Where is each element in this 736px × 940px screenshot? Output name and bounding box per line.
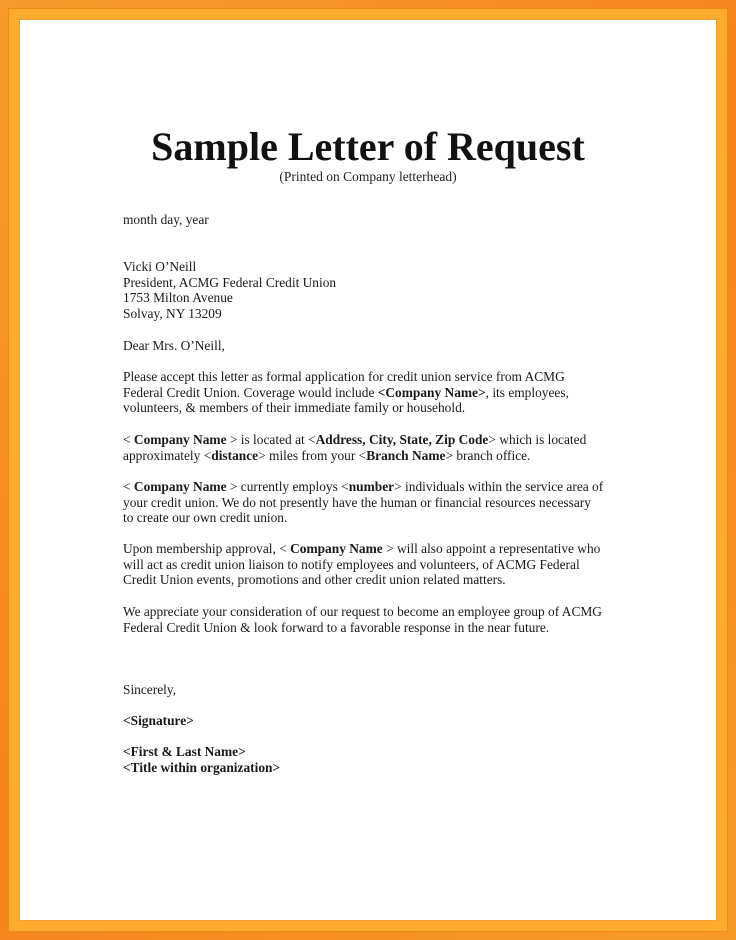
p5-line2: Federal Credit Union & look forward to a favorable response in the near future. xyxy=(123,619,550,635)
p1-line1: Please accept this letter as formal application for credit union service from ACMG xyxy=(123,369,565,384)
p3-line3: to create our own credit union. xyxy=(123,510,288,526)
paragraph-1 xyxy=(123,369,623,416)
recipient-street: 1753 Milton Avenue xyxy=(123,290,233,306)
p3-text-e: > individuals within the service area of xyxy=(394,479,604,494)
p4-line2: will act as credit union liaison to notify employees and volunteers, of ACMG Federal xyxy=(123,556,580,572)
p4-line3: Credit Union events, promotions and other credit union related matters. xyxy=(123,572,506,588)
recipient-city-state-zip: Solvay, NY 13209 xyxy=(123,305,222,321)
p3-company-placeholder: Company Name xyxy=(133,479,227,494)
date-line: month day, year xyxy=(123,212,209,227)
signature-block xyxy=(123,713,623,729)
p2-distance-placeholder: distance xyxy=(211,447,259,463)
p5-line1: We appreciate your consideration of our request to become an employee group of ACMG xyxy=(123,604,602,619)
letter-date xyxy=(123,212,623,228)
salutation-line: Dear Mrs. O’Neill, xyxy=(123,338,225,353)
p1-company-placeholder: <Company Name> xyxy=(377,384,486,400)
p4-company-placeholder: Company Name xyxy=(290,541,383,556)
p4-line1 xyxy=(123,541,623,557)
p1-line2 xyxy=(123,385,623,401)
p4-text-c: > will also appoint a representative who xyxy=(382,541,601,556)
closing-line: Sincerely, xyxy=(123,682,177,697)
letter-subtitle: (Printed on Company letterhead) xyxy=(279,169,457,184)
recipient-name: Vicki O’Neill xyxy=(123,259,197,274)
p4-text-a: Upon membership approval, < xyxy=(123,541,291,556)
p1-line2-text-c: , its employees, xyxy=(485,384,569,400)
p3-text-c: > currently employs < xyxy=(226,479,349,494)
name-placeholder: <First & Last Name> xyxy=(123,744,246,759)
paragraph-4 xyxy=(123,541,623,588)
p2-branch-placeholder: Branch Name xyxy=(366,447,446,463)
p2-l2-text-a: approximately < xyxy=(123,447,212,463)
letter-title: Sample Letter of Request xyxy=(151,124,585,169)
recipient-position: President, ACMG Federal Credit Union xyxy=(123,274,337,290)
signer-block xyxy=(123,744,623,775)
p2-address-placeholder: Address, City, State, Zip Code xyxy=(315,432,489,447)
p2-line2 xyxy=(123,448,623,464)
p1-line3: volunteers, & members of their immediate family or household. xyxy=(123,400,466,416)
p2-text-c: > is located at < xyxy=(226,432,316,447)
p2-company-placeholder: Company Name xyxy=(133,432,227,447)
paragraph-2 xyxy=(123,432,623,463)
p1-line2-text-a: Federal Credit Union. Coverage would include xyxy=(123,384,378,400)
letter-page xyxy=(20,20,716,920)
p2-l2-text-e: > branch office. xyxy=(445,447,531,463)
p3-line2: your credit union. We do not presently have the human or financial resources necessary xyxy=(123,494,591,510)
title-placeholder: <Title within organization> xyxy=(123,759,281,775)
p2-l2-text-c: > miles from your < xyxy=(258,447,367,463)
signature-placeholder: <Signature> xyxy=(123,713,194,728)
p2-line1 xyxy=(123,432,623,448)
p3-text-a: < xyxy=(123,479,134,494)
recipient-address-block xyxy=(123,259,623,321)
p3-line1 xyxy=(123,479,623,495)
p2-text-a: < xyxy=(123,432,134,447)
paragraph-5 xyxy=(123,604,623,635)
salutation xyxy=(123,338,623,354)
p2-text-e: > which is located xyxy=(488,432,587,447)
p3-number-placeholder: number xyxy=(348,479,395,494)
closing xyxy=(123,682,623,698)
paragraph-3 xyxy=(123,479,623,526)
